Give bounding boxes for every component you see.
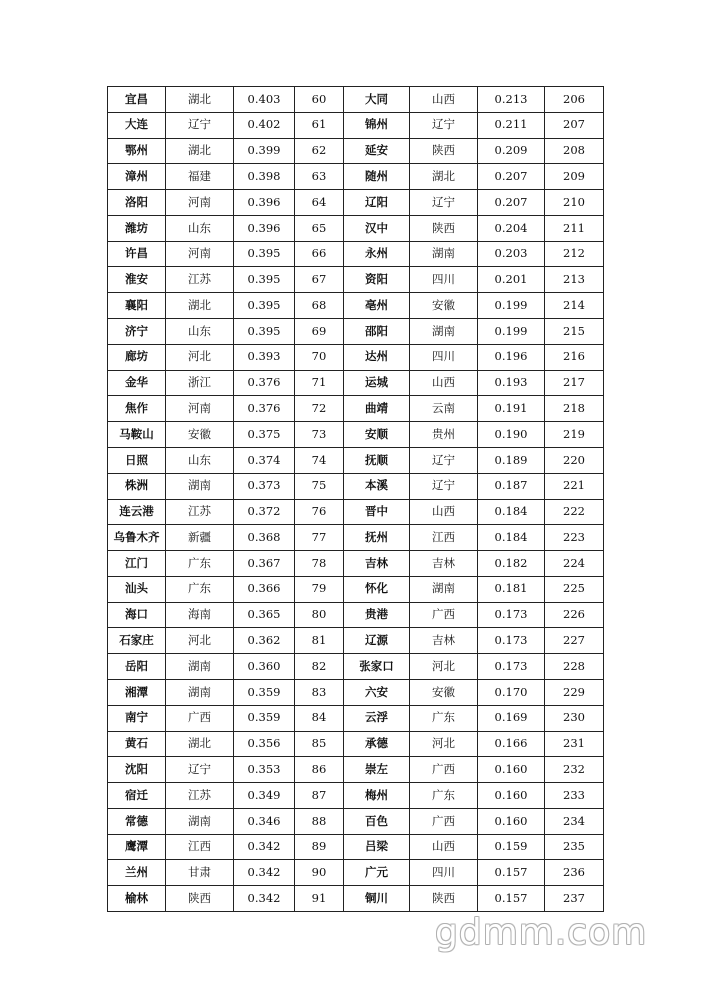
cell-rank: 233 [545, 783, 604, 809]
table-row [108, 473, 604, 499]
cell-city: 铜川 [344, 886, 410, 912]
cell-rank: 218 [545, 396, 604, 422]
cell-province: 甘肃 [166, 860, 234, 886]
cell-city: 日照 [108, 447, 166, 473]
cell-score: 0.395 [234, 319, 295, 345]
cell-rank: 226 [545, 602, 604, 628]
cell-score: 0.184 [478, 499, 545, 525]
cell-score: 0.199 [478, 293, 545, 319]
cell-score: 0.398 [234, 164, 295, 190]
cell-province: 贵州 [410, 422, 478, 448]
cell-rank: 91 [295, 886, 344, 912]
table-row [108, 808, 604, 834]
cell-province: 湖南 [166, 654, 234, 680]
cell-score: 0.191 [478, 396, 545, 422]
cell-city: 沈阳 [108, 757, 166, 783]
cell-city: 抚顺 [344, 447, 410, 473]
cell-city: 曲靖 [344, 396, 410, 422]
cell-rank: 215 [545, 319, 604, 345]
cell-province: 河北 [410, 731, 478, 757]
table-row [108, 422, 604, 448]
cell-rank: 83 [295, 679, 344, 705]
cell-province: 山东 [166, 319, 234, 345]
cell-score: 0.393 [234, 344, 295, 370]
cell-province: 辽宁 [166, 757, 234, 783]
cell-city: 湘潭 [108, 679, 166, 705]
cell-rank: 64 [295, 190, 344, 216]
cell-score: 0.349 [234, 783, 295, 809]
table-row [108, 525, 604, 551]
cell-score: 0.209 [478, 138, 545, 164]
table-row [108, 654, 604, 680]
cell-province: 山东 [166, 215, 234, 241]
cell-rank: 81 [295, 628, 344, 654]
table-row [108, 138, 604, 164]
cell-city: 六安 [344, 679, 410, 705]
cell-score: 0.360 [234, 654, 295, 680]
table-row [108, 628, 604, 654]
cell-city: 晋中 [344, 499, 410, 525]
cell-score: 0.395 [234, 293, 295, 319]
cell-city: 常德 [108, 808, 166, 834]
cell-province: 湖南 [410, 319, 478, 345]
cell-province: 山西 [410, 370, 478, 396]
cell-rank: 75 [295, 473, 344, 499]
cell-province: 河北 [166, 628, 234, 654]
cell-rank: 60 [295, 87, 344, 113]
table-row [108, 499, 604, 525]
cell-rank: 210 [545, 190, 604, 216]
cell-city: 洛阳 [108, 190, 166, 216]
cell-city: 汉中 [344, 215, 410, 241]
cell-province: 广西 [410, 602, 478, 628]
table-row [108, 87, 604, 113]
cell-province: 湖北 [166, 731, 234, 757]
cell-score: 0.368 [234, 525, 295, 551]
cell-province: 江苏 [166, 267, 234, 293]
cell-province: 广东 [410, 705, 478, 731]
cell-score: 0.181 [478, 576, 545, 602]
cell-score: 0.187 [478, 473, 545, 499]
cell-score: 0.372 [234, 499, 295, 525]
cell-score: 0.184 [478, 525, 545, 551]
cell-score: 0.157 [478, 886, 545, 912]
cell-rank: 216 [545, 344, 604, 370]
cell-city: 海口 [108, 602, 166, 628]
cell-city: 延安 [344, 138, 410, 164]
cell-rank: 231 [545, 731, 604, 757]
cell-province: 安徽 [410, 679, 478, 705]
cell-rank: 78 [295, 551, 344, 577]
cell-province: 吉林 [410, 628, 478, 654]
cell-city: 石家庄 [108, 628, 166, 654]
cell-score: 0.366 [234, 576, 295, 602]
cell-province: 辽宁 [166, 112, 234, 138]
cell-city: 运城 [344, 370, 410, 396]
cell-score: 0.376 [234, 370, 295, 396]
cell-province: 四川 [410, 344, 478, 370]
cell-city: 连云港 [108, 499, 166, 525]
cell-city: 安顺 [344, 422, 410, 448]
cell-city: 鹰潭 [108, 834, 166, 860]
table-row [108, 886, 604, 912]
cell-rank: 213 [545, 267, 604, 293]
table-row [108, 551, 604, 577]
cell-city: 岳阳 [108, 654, 166, 680]
cell-city: 汕头 [108, 576, 166, 602]
cell-score: 0.342 [234, 834, 295, 860]
cell-rank: 68 [295, 293, 344, 319]
cell-score: 0.376 [234, 396, 295, 422]
cell-province: 陕西 [410, 886, 478, 912]
cell-rank: 227 [545, 628, 604, 654]
table-row [108, 112, 604, 138]
cell-province: 河北 [166, 344, 234, 370]
cell-score: 0.365 [234, 602, 295, 628]
table-row [108, 602, 604, 628]
cell-city: 承德 [344, 731, 410, 757]
cell-rank: 235 [545, 834, 604, 860]
cell-city: 南宁 [108, 705, 166, 731]
cell-city: 乌鲁木齐 [108, 525, 166, 551]
cell-score: 0.199 [478, 319, 545, 345]
cell-province: 山东 [166, 447, 234, 473]
cell-rank: 220 [545, 447, 604, 473]
cell-province: 辽宁 [410, 447, 478, 473]
cell-city: 济宁 [108, 319, 166, 345]
cell-province: 湖北 [410, 164, 478, 190]
table-row [108, 757, 604, 783]
cell-city: 达州 [344, 344, 410, 370]
cell-province: 山西 [410, 834, 478, 860]
cell-rank: 88 [295, 808, 344, 834]
cell-city: 怀化 [344, 576, 410, 602]
cell-province: 山西 [410, 499, 478, 525]
cell-score: 0.193 [478, 370, 545, 396]
table-row [108, 267, 604, 293]
table-row [108, 396, 604, 422]
table-row [108, 319, 604, 345]
cell-province: 江西 [410, 525, 478, 551]
cell-rank: 209 [545, 164, 604, 190]
cell-province: 江苏 [166, 499, 234, 525]
cell-province: 安徽 [166, 422, 234, 448]
cell-rank: 67 [295, 267, 344, 293]
cell-score: 0.211 [478, 112, 545, 138]
cell-score: 0.362 [234, 628, 295, 654]
cell-city: 大连 [108, 112, 166, 138]
city-ranking-table [107, 86, 604, 912]
cell-rank: 62 [295, 138, 344, 164]
cell-city: 许昌 [108, 241, 166, 267]
cell-city: 马鞍山 [108, 422, 166, 448]
cell-province: 陕西 [410, 138, 478, 164]
cell-city: 百色 [344, 808, 410, 834]
cell-rank: 221 [545, 473, 604, 499]
cell-rank: 211 [545, 215, 604, 241]
cell-score: 0.395 [234, 241, 295, 267]
cell-score: 0.359 [234, 705, 295, 731]
cell-city: 张家口 [344, 654, 410, 680]
cell-score: 0.342 [234, 886, 295, 912]
cell-rank: 87 [295, 783, 344, 809]
cell-rank: 222 [545, 499, 604, 525]
cell-city: 永州 [344, 241, 410, 267]
cell-rank: 90 [295, 860, 344, 886]
cell-city: 梅州 [344, 783, 410, 809]
cell-city: 兰州 [108, 860, 166, 886]
cell-rank: 82 [295, 654, 344, 680]
cell-city: 吉林 [344, 551, 410, 577]
cell-city: 广元 [344, 860, 410, 886]
cell-score: 0.367 [234, 551, 295, 577]
cell-score: 0.374 [234, 447, 295, 473]
cell-rank: 214 [545, 293, 604, 319]
cell-province: 河南 [166, 241, 234, 267]
cell-city: 大同 [344, 87, 410, 113]
cell-province: 吉林 [410, 551, 478, 577]
cell-score: 0.396 [234, 215, 295, 241]
cell-score: 0.166 [478, 731, 545, 757]
table-row [108, 215, 604, 241]
cell-score: 0.375 [234, 422, 295, 448]
cell-city: 漳州 [108, 164, 166, 190]
cell-province: 湖北 [166, 87, 234, 113]
cell-province: 四川 [410, 267, 478, 293]
cell-score: 0.173 [478, 602, 545, 628]
table-row [108, 190, 604, 216]
cell-rank: 61 [295, 112, 344, 138]
cell-score: 0.342 [234, 860, 295, 886]
cell-score: 0.403 [234, 87, 295, 113]
cell-city: 崇左 [344, 757, 410, 783]
table-row [108, 679, 604, 705]
cell-city: 黄石 [108, 731, 166, 757]
cell-score: 0.207 [478, 164, 545, 190]
cell-rank: 212 [545, 241, 604, 267]
cell-rank: 65 [295, 215, 344, 241]
cell-city: 金华 [108, 370, 166, 396]
cell-score: 0.170 [478, 679, 545, 705]
cell-rank: 74 [295, 447, 344, 473]
cell-score: 0.182 [478, 551, 545, 577]
cell-province: 广东 [410, 783, 478, 809]
cell-city: 榆林 [108, 886, 166, 912]
cell-city: 辽源 [344, 628, 410, 654]
cell-rank: 84 [295, 705, 344, 731]
cell-score: 0.402 [234, 112, 295, 138]
cell-rank: 225 [545, 576, 604, 602]
table-row [108, 705, 604, 731]
cell-province: 广东 [166, 576, 234, 602]
cell-city: 随州 [344, 164, 410, 190]
cell-score: 0.359 [234, 679, 295, 705]
cell-rank: 73 [295, 422, 344, 448]
cell-rank: 86 [295, 757, 344, 783]
cell-province: 四川 [410, 860, 478, 886]
cell-province: 广西 [410, 808, 478, 834]
cell-score: 0.346 [234, 808, 295, 834]
cell-city: 锦州 [344, 112, 410, 138]
cell-score: 0.396 [234, 190, 295, 216]
cell-province: 河北 [410, 654, 478, 680]
cell-province: 湖南 [166, 808, 234, 834]
table-row [108, 783, 604, 809]
cell-rank: 76 [295, 499, 344, 525]
cell-score: 0.160 [478, 783, 545, 809]
cell-city: 邵阳 [344, 319, 410, 345]
table-row [108, 164, 604, 190]
cell-city: 云浮 [344, 705, 410, 731]
cell-score: 0.159 [478, 834, 545, 860]
cell-province: 广西 [410, 757, 478, 783]
cell-city: 鄂州 [108, 138, 166, 164]
cell-city: 抚州 [344, 525, 410, 551]
table-row [108, 860, 604, 886]
table-row [108, 447, 604, 473]
cell-rank: 223 [545, 525, 604, 551]
table-row [108, 731, 604, 757]
cell-province: 陕西 [410, 215, 478, 241]
cell-score: 0.213 [478, 87, 545, 113]
cell-province: 安徽 [410, 293, 478, 319]
cell-score: 0.207 [478, 190, 545, 216]
cell-rank: 72 [295, 396, 344, 422]
cell-rank: 234 [545, 808, 604, 834]
cell-rank: 217 [545, 370, 604, 396]
cell-city: 淮安 [108, 267, 166, 293]
table-row [108, 293, 604, 319]
cell-rank: 228 [545, 654, 604, 680]
cell-rank: 229 [545, 679, 604, 705]
cell-city: 焦作 [108, 396, 166, 422]
cell-province: 湖南 [410, 241, 478, 267]
cell-province: 辽宁 [410, 190, 478, 216]
cell-score: 0.169 [478, 705, 545, 731]
cell-province: 山西 [410, 87, 478, 113]
table-row [108, 370, 604, 396]
cell-score: 0.196 [478, 344, 545, 370]
cell-rank: 236 [545, 860, 604, 886]
cell-score: 0.395 [234, 267, 295, 293]
cell-province: 海南 [166, 602, 234, 628]
cell-province: 河南 [166, 396, 234, 422]
cell-score: 0.356 [234, 731, 295, 757]
cell-rank: 219 [545, 422, 604, 448]
cell-score: 0.190 [478, 422, 545, 448]
cell-city: 资阳 [344, 267, 410, 293]
cell-city: 襄阳 [108, 293, 166, 319]
cell-rank: 69 [295, 319, 344, 345]
cell-score: 0.189 [478, 447, 545, 473]
cell-province: 辽宁 [410, 473, 478, 499]
cell-rank: 224 [545, 551, 604, 577]
table-row [108, 576, 604, 602]
cell-province: 湖北 [166, 138, 234, 164]
cell-city: 宿迁 [108, 783, 166, 809]
cell-rank: 63 [295, 164, 344, 190]
cell-score: 0.201 [478, 267, 545, 293]
cell-city: 辽阳 [344, 190, 410, 216]
cell-score: 0.157 [478, 860, 545, 886]
cell-province: 新疆 [166, 525, 234, 551]
cell-rank: 80 [295, 602, 344, 628]
cell-province: 湖南 [410, 576, 478, 602]
cell-province: 湖南 [166, 473, 234, 499]
cell-rank: 230 [545, 705, 604, 731]
cell-province: 陕西 [166, 886, 234, 912]
cell-score: 0.203 [478, 241, 545, 267]
cell-province: 浙江 [166, 370, 234, 396]
cell-city: 吕梁 [344, 834, 410, 860]
cell-rank: 232 [545, 757, 604, 783]
cell-rank: 207 [545, 112, 604, 138]
cell-rank: 70 [295, 344, 344, 370]
cell-rank: 206 [545, 87, 604, 113]
cell-province: 福建 [166, 164, 234, 190]
cell-province: 河南 [166, 190, 234, 216]
cell-rank: 85 [295, 731, 344, 757]
cell-province: 湖北 [166, 293, 234, 319]
cell-province: 江苏 [166, 783, 234, 809]
watermark: gdmm.com [435, 912, 648, 953]
cell-city: 潍坊 [108, 215, 166, 241]
cell-score: 0.353 [234, 757, 295, 783]
cell-rank: 77 [295, 525, 344, 551]
cell-city: 廊坊 [108, 344, 166, 370]
cell-score: 0.399 [234, 138, 295, 164]
cell-rank: 71 [295, 370, 344, 396]
cell-score: 0.160 [478, 808, 545, 834]
table-row [108, 241, 604, 267]
cell-rank: 89 [295, 834, 344, 860]
cell-city: 贵港 [344, 602, 410, 628]
table-row [108, 344, 604, 370]
cell-province: 广东 [166, 551, 234, 577]
cell-rank: 79 [295, 576, 344, 602]
cell-score: 0.173 [478, 654, 545, 680]
cell-city: 江门 [108, 551, 166, 577]
table-body [108, 87, 604, 912]
cell-province: 湖南 [166, 679, 234, 705]
cell-score: 0.173 [478, 628, 545, 654]
cell-rank: 237 [545, 886, 604, 912]
cell-province: 江西 [166, 834, 234, 860]
cell-score: 0.373 [234, 473, 295, 499]
cell-city: 株洲 [108, 473, 166, 499]
cell-score: 0.160 [478, 757, 545, 783]
table-row [108, 834, 604, 860]
cell-city: 本溪 [344, 473, 410, 499]
cell-city: 宜昌 [108, 87, 166, 113]
cell-province: 云南 [410, 396, 478, 422]
cell-rank: 66 [295, 241, 344, 267]
cell-rank: 208 [545, 138, 604, 164]
cell-province: 广西 [166, 705, 234, 731]
cell-province: 辽宁 [410, 112, 478, 138]
cell-city: 亳州 [344, 293, 410, 319]
cell-score: 0.204 [478, 215, 545, 241]
